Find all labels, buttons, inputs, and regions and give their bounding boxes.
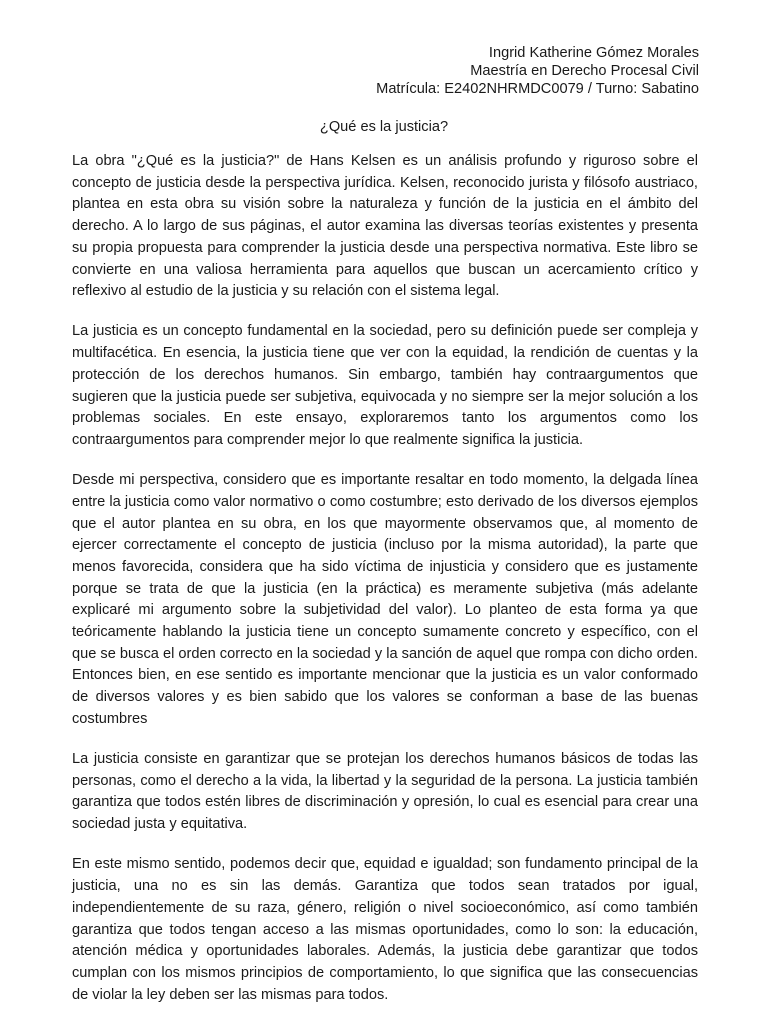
- paragraph-1: La obra "¿Qué es la justicia?" de Hans Kelsen es un análisis profundo y riguroso sobre el concepto de justicia desde la perspectiva jurídica. Kelsen, reconocido jurista y filósofo austriaco, plantea en esta obra su visión sobre la naturaleza y función de la justicia en el ámbito del derecho. A lo largo de sus páginas, el autor examina las diversas teorías existentes y presenta su propia propuesta para comprender la justicia desde una perspectiva normativa. Este libro se convierte en una valiosa herramienta para aquellos que buscan un acercamiento crítico y reflexivo al estudio de la justicia y su relación con el sistema legal.: [72, 153, 698, 300]
- paragraph-3: Desde mi perspectiva, considero que es importante resaltar en todo momento, la delgada línea entre la justicia como valor normativo o como costumbre; esto derivado de los diversos ejemplos que el autor plantea en su obra, en los que mayormente observamos que, al momento de ejercer correctamente el concepto de justicia (incluso por la misma autoridad), la parte que menos favorecida, considera que ha sido víctima de injusticia y considero que es justamente porque se trata de que la justicia (en la práctica) es meramente subjetiva (más adelante explicaré mi argumento sobre la subjetividad del valor). Lo planteo de esta forma ya que teóricamente hablando la justicia tiene un concepto sumamente concreto y específico, con el que se busca el orden correcto en la sociedad y la sanción de aquel que rompa con dicho orden. Entonces bien, en ese sentido es importante mencionar que la justicia es un valor conformado de diversos valores y es bien sabido que los valores se conforman a base de las buenas costumbres: [72, 472, 698, 727]
- author-name: Ingrid Katherine Gómez Morales: [488, 45, 699, 61]
- author-header: [376, 44, 699, 98]
- paragraph-4: La justicia consiste en garantizar que se protejan los derechos humanos básicos de todas las personas, como el derecho a la vida, la libertad y la seguridad de la persona. La justicia también garantiza que todos estén libres de discriminación y opresión, lo cual es esencial para crear una sociedad justa y equitativa.: [72, 751, 698, 833]
- document-body: [72, 151, 698, 1025]
- paragraph-5: En este mismo sentido, podemos decir que, equidad e igualdad; son fundamento principal de la justicia, una no es sin las demás. Garantiza que todos sean tratados por igual, independientemente de su raza, género, religión o nivel socioeconómico, así como también garantiza que todos tengan acceso a las mismas oportunidades, como lo son: la educación, atención médica y oportunidades laborales. Además, la justicia debe garantizar que todos cumplan con los mismos principios de comportamiento, lo que significa que las consecuencias de violar la ley deben ser las mismas para todos.: [72, 856, 698, 1003]
- document-title: ¿Qué es la justicia?: [319, 119, 449, 135]
- program-name: Maestría en Derecho Procesal Civil: [470, 63, 699, 79]
- paragraph-2: La justicia es un concepto fundamental en la sociedad, pero su definición puede ser compleja y multifacética. En esencia, la justicia tiene que ver con la equidad, la rendición de cuentas y la protección de los derechos humanos. Sin embargo, también hay contraargumentos que sugieren que la justicia puede ser subjetiva, equivocada y no siempre ser la mejor solución a los problemas sociales. En este ensayo, exploraremos tanto los argumentos como los contraargumentos para comprender mejor lo que realmente significa la justicia.: [72, 323, 698, 448]
- enrollment-info: Matrícula: E2402NHRMDC0079 / Turno: Sabatino: [376, 81, 699, 97]
